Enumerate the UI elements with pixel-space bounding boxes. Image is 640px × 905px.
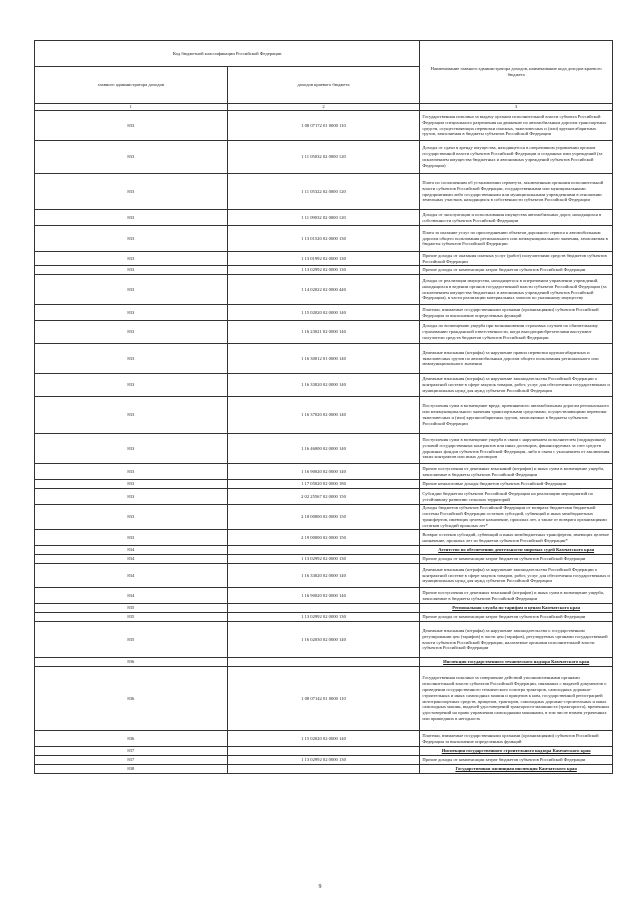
admin-code-cell: 833 <box>35 321 228 344</box>
admin-code-cell: 833 <box>35 374 228 397</box>
description-cell: Доходы по возмещению ущерба при возникновении страховых случаев по обязательному страхованию гражданской ответственности, когда выгодоприобретателями выступают получатели средств бюджетов субъектов Российской Федерации <box>420 321 613 344</box>
column-number-1: 1 <box>35 104 228 111</box>
admin-column-header: главного администратора доходов <box>35 67 228 104</box>
admin-code-cell: 833 <box>35 305 228 321</box>
income-code-cell <box>227 765 420 774</box>
table-row <box>35 111 613 141</box>
description-cell: Платежи, взимаемые государственными органами (организациями) субъектов Российской Федерации за выполнение определенных функций <box>420 731 613 747</box>
income-code-cell: 1 16 46000 02 0000 140 <box>227 434 420 464</box>
name-column-header: Наименование главного администратора доходов, наименование кода доходов краевого бюджета <box>420 41 613 104</box>
admin-code-cell: 836 <box>35 658 228 667</box>
section-row <box>35 546 613 555</box>
table-row <box>35 275 613 305</box>
income-code-cell: 1 13 01992 02 0000 130 <box>227 252 420 266</box>
description-cell: Доходы от сдачи в аренду имущества, находящегося в оперативном управлении органов государственной власти субъектов Российской Федерации и созданных ими учреждений (за исключением имущества бюджетных и автономных учреждений субъектов Российской Федерации) <box>420 141 613 174</box>
description-cell: Прочие неналоговые доходы бюджетов субъектов Российской Федерации <box>420 480 613 489</box>
admin-code-cell: 833 <box>35 480 228 489</box>
description-cell: Прочие доходы от оказания платных услуг (работ) получателями средств бюджетов субъектов Российской Федерации <box>420 252 613 266</box>
admin-code-cell: 835 <box>35 622 228 658</box>
table-row <box>35 505 613 530</box>
table-header-row <box>35 41 613 67</box>
description-cell: Денежные взыскания (штрафы) за нарушение правил перевозки крупногабаритных и тяжеловесных грузов по автомобильным дорогам общего пользования регионального или межмуниципального значения <box>420 344 613 374</box>
admin-code-cell: 834 <box>35 564 228 588</box>
table-row <box>35 344 613 374</box>
admin-code-cell: 836 <box>35 731 228 747</box>
income-code-cell: 1 11 09032 02 0000 120 <box>227 210 420 226</box>
income-code-cell: 1 13 01520 02 0000 130 <box>227 226 420 252</box>
description-cell: Поступления сумм в возмещение вреда, причиняемого автомобильным дорогам регионального или межмуниципального значения транспортными средствами, осуществляющими перевозки тяжеловесных и (или) крупногабаритных грузов, зачисляемые в бюджеты субъектов Российской Федерации <box>420 397 613 434</box>
table-row <box>35 530 613 546</box>
income-code-cell: 1 15 02020 02 0000 140 <box>227 305 420 321</box>
description-cell: Прочие доходы от компенсации затрат бюджетов субъектов Российской Федерации <box>420 266 613 275</box>
description-cell: Доходы от эксплуатации и использования имущества автомобильных дорог, находящихся в собственности субъектов Российской Федерации <box>420 210 613 226</box>
income-code-cell: 1 11 05322 02 0000 120 <box>227 174 420 210</box>
column-number-2: 2 <box>227 104 420 111</box>
income-code-cell: 1 08 07172 01 0000 110 <box>227 111 420 141</box>
table-row <box>35 464 613 480</box>
table-row <box>35 305 613 321</box>
table-row <box>35 731 613 747</box>
description-cell: Прочие доходы от компенсации затрат бюджетов субъектов Российской Федерации <box>420 756 613 765</box>
admin-code-cell: 833 <box>35 266 228 275</box>
column-number-3: 3 <box>420 104 613 111</box>
budget-code-header: Код бюджетной классификации Российской Федерации <box>35 41 420 67</box>
income-code-cell <box>227 658 420 667</box>
admin-code-cell: 835 <box>35 613 228 622</box>
description-cell: Прочие поступления от денежных взысканий (штрафов) и иных сумм в возмещение ущерба, зачисляемые в бюджеты субъектов Российской Федерации <box>420 464 613 480</box>
income-code-cell: 2 18 00000 02 0000 150 <box>227 505 420 530</box>
income-code-cell: 1 13 02992 02 0000 130 <box>227 613 420 622</box>
admin-code-cell: 833 <box>35 226 228 252</box>
section-title-cell: Инспекция государственного строительного надзора Камчатского края <box>420 747 613 756</box>
table-row <box>35 480 613 489</box>
description-cell: Возврат остатков субсидий, субвенций и иных межбюджетных трансфертов, имеющих целевое назначение, прошлых лет из бюджетов субъектов Российской Федерации* <box>420 530 613 546</box>
table-row <box>35 588 613 604</box>
description-cell: Денежные взыскания (штрафы) за нарушение законодательства о государственном регулировании цен (тарифов) в части цен (тарифов), регулируемых органами государственной власти субъектов Российской Федерации, налагаемые органами исполнительной власти субъектов Российской Федерации <box>420 622 613 658</box>
income-codes-table <box>34 40 613 774</box>
section-title-cell: Инспекция государственного технического надзора Камчатского края <box>420 658 613 667</box>
admin-code-cell: 837 <box>35 756 228 765</box>
section-title-cell: Государственная жилищная инспекция Камчатского края <box>420 765 613 774</box>
admin-code-cell: 833 <box>35 111 228 141</box>
income-code-cell: 1 16 33020 02 0000 140 <box>227 374 420 397</box>
table-row <box>35 210 613 226</box>
section-row <box>35 765 613 774</box>
income-code-cell: 1 17 05020 02 0000 180 <box>227 480 420 489</box>
admin-code-cell: 838 <box>35 765 228 774</box>
admin-code-cell: 833 <box>35 464 228 480</box>
income-code-cell <box>227 747 420 756</box>
income-code-cell: 1 16 37020 02 0000 140 <box>227 397 420 434</box>
section-row <box>35 658 613 667</box>
description-cell: Плата по соглашениям об установлении сервитута, заключенным органами исполнительной власти субъектов Российской Федерации, государственными или муниципальными предприятиями либо государственными или муниципальными учреждениями в отношении земельных участков, находящихся в собственности субъектов Российской Федерации <box>420 174 613 210</box>
table-row <box>35 489 613 505</box>
income-column-header: доходов краевого бюджета <box>227 67 420 104</box>
section-row <box>35 747 613 756</box>
income-code-cell: 1 14 02022 02 0000 440 <box>227 275 420 305</box>
description-cell: Прочие доходы от компенсации затрат бюджетов субъектов Российской Федерации <box>420 613 613 622</box>
description-cell: Государственная пошлина за выдачу органом исполнительной власти субъекта Российской Федерации специального разрешения на движение по автомобильным дорогам транспортных средств, осуществляющих перевозки опасных, тяжеловесных и (или) крупногабаритных грузов, зачисляемая в бюджеты субъектов Российской Федерации <box>420 111 613 141</box>
admin-code-cell: 833 <box>35 252 228 266</box>
table-row <box>35 564 613 588</box>
income-code-cell: 1 16 30012 01 0000 140 <box>227 344 420 374</box>
income-code-cell: 1 15 02020 02 0000 140 <box>227 731 420 747</box>
table-row <box>35 613 613 622</box>
column-number-row <box>35 104 613 111</box>
admin-code-cell: 833 <box>35 210 228 226</box>
table-row <box>35 622 613 658</box>
admin-code-cell: 833 <box>35 344 228 374</box>
admin-code-cell: 835 <box>35 604 228 613</box>
table-row <box>35 374 613 397</box>
income-code-cell: 1 13 02992 02 0000 130 <box>227 756 420 765</box>
table-row <box>35 667 613 731</box>
admin-code-cell: 834 <box>35 546 228 555</box>
admin-code-cell: 837 <box>35 747 228 756</box>
table-row <box>35 321 613 344</box>
admin-code-cell: 833 <box>35 141 228 174</box>
income-code-cell: 1 16 90020 02 0000 140 <box>227 464 420 480</box>
table-row <box>35 756 613 765</box>
table-row <box>35 174 613 210</box>
table-row <box>35 266 613 275</box>
description-cell: Доходы бюджетов субъектов Российской Федерации от возврата бюджетами бюджетной системы Российской Федерации остатков субсидий, субвенций и иных межбюджетных трансфертов, имеющих целевое назначение, прошлых лет, а также от возврата организациями остатков субсидий прошлых лет* <box>420 505 613 530</box>
description-cell: Денежные взыскания (штрафы) за нарушение законодательства Российской Федерации о контрактной системе в сфере закупок товаров, работ, услуг для обеспечения государственных и муниципальных нужд для нужд субъектов Российской Федерации <box>420 374 613 397</box>
section-row <box>35 604 613 613</box>
admin-code-cell: 834 <box>35 555 228 564</box>
admin-code-cell: 833 <box>35 275 228 305</box>
income-code-cell: 2 19 00000 02 0000 150 <box>227 530 420 546</box>
income-code-cell <box>227 546 420 555</box>
table-row <box>35 226 613 252</box>
description-cell: Прочие поступления от денежных взысканий (штрафов) и иных сумм в возмещение ущерба, зачисляемые в бюджеты субъектов Российской Федерации <box>420 588 613 604</box>
description-cell: Доходы от реализации имущества, находящегося в оперативном управлении учреждений, находящихся в ведении органов государственной власти субъектов Российской Федерации (за исключением имущества бюджетных и автономных учреждений субъектов Российской Федерации), в части реализации материальных запасов по указанному имуществу <box>420 275 613 305</box>
income-code-cell <box>227 604 420 613</box>
income-code-cell: 1 08 07142 01 0000 110 <box>227 667 420 731</box>
income-code-cell: 1 16 23021 02 0000 140 <box>227 321 420 344</box>
income-code-cell: 1 13 02992 02 0000 130 <box>227 266 420 275</box>
description-cell: Денежные взыскания (штрафы) за нарушение законодательства Российской Федерации о контрактной системе в сфере закупок товаров, работ, услуг для обеспечения государственных и муниципальных нужд для нужд субъектов Российской Федерации <box>420 564 613 588</box>
section-title-cell: Региональная служба по тарифам и ценам Камчатского края <box>420 604 613 613</box>
admin-code-cell: 833 <box>35 397 228 434</box>
description-cell: Субсидии бюджетам субъектов Российской Федерации на реализацию мероприятий по устойчивому развитию сельских территорий <box>420 489 613 505</box>
admin-code-cell: 833 <box>35 489 228 505</box>
description-cell: Государственная пошлина за совершение действий уполномоченными органами исполнительной власти субъектов Российской Федерации, связанных с выдачей документов о проведении государственного технического осмотра тракторов, самоходных дорожно-строительных и иных самоходных машин и прицепов к ним, государственной регистрацией мототранспортных средств, прицепов, тракторов, самоходных дорожно-строительных и иных самоходных машин, выдачей удостоверений тракториста-машиниста (тракториста), временных удостоверений на право управления самоходными машинами, в том числе взамен утраченных или пришедших в негодность <box>420 667 613 731</box>
description-cell: Плата за оказание услуг по присоединению объектов дорожного сервиса к автомобильным дорогам общего пользования регионального или межмуниципального значения, зачисляемая в бюджеты субъектов Российской Федерации <box>420 226 613 252</box>
admin-code-cell: 836 <box>35 667 228 731</box>
income-code-cell: 1 16 02030 02 0000 140 <box>227 622 420 658</box>
table-row <box>35 555 613 564</box>
income-code-cell: 2 02 25567 02 0000 150 <box>227 489 420 505</box>
admin-code-cell: 833 <box>35 174 228 210</box>
description-cell: Платежи, взимаемые государственными органами (организациями) субъектов Российской Федерации за выполнение определенных функций <box>420 305 613 321</box>
admin-code-cell: 834 <box>35 588 228 604</box>
income-code-cell: 1 16 90020 02 0000 140 <box>227 588 420 604</box>
income-code-cell: 1 11 05032 02 0000 120 <box>227 141 420 174</box>
admin-code-cell: 833 <box>35 505 228 530</box>
description-cell: Поступления сумм в возмещение ущерба в связи с нарушением исполнителем (подрядчиком) условий государственных контрактов или иных договоров, финансируемых за счет средств дорожных фондов субъектов Российской Федерации, либо в связи с уклонением от заключения таких контрактов или иных договоров <box>420 434 613 464</box>
admin-code-cell: 833 <box>35 530 228 546</box>
admin-code-cell: 833 <box>35 434 228 464</box>
income-code-cell: 1 13 02992 02 0000 130 <box>227 555 420 564</box>
table-row <box>35 397 613 434</box>
section-title-cell: Агентство по обеспечению деятельности мировых судей Камчатского края <box>420 546 613 555</box>
page-number: 9 <box>318 884 322 890</box>
table-row <box>35 141 613 174</box>
income-code-cell: 1 16 33020 02 0000 140 <box>227 564 420 588</box>
table-row <box>35 252 613 266</box>
description-cell: Прочие доходы от компенсации затрат бюджетов субъектов Российской Федерации <box>420 555 613 564</box>
table-row <box>35 434 613 464</box>
